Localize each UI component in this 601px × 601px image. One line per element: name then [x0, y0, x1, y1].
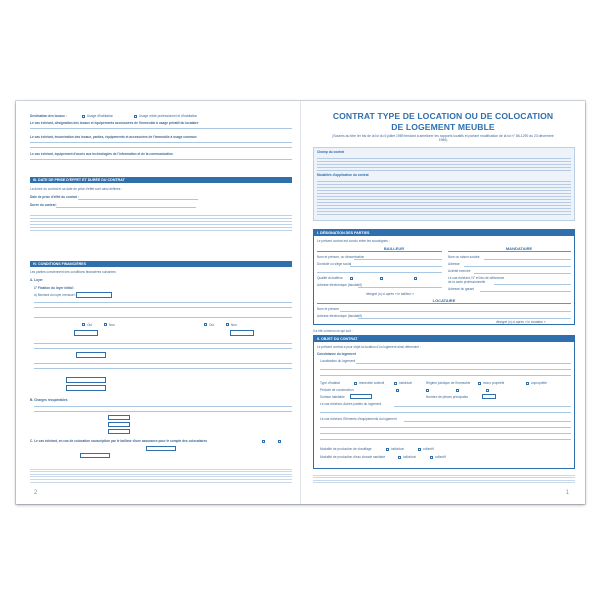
copropriete-label: copropriété	[531, 381, 547, 385]
consistance-heading: Consistance du logement	[317, 352, 356, 356]
lease-form-sheet	[16, 101, 585, 504]
locataire-nom-label: Nom et prénom	[317, 307, 339, 311]
periode-option-4[interactable]	[486, 389, 489, 392]
mandataire-carte-label-2: de la carte professionnelle	[448, 280, 486, 284]
bailleur-nom-label: Nom et prénom, ou dénomination	[317, 255, 365, 259]
objet-intro: Le présent contrat a pour objet la location d'un logement ainsi déterminé :	[317, 345, 421, 349]
mono-propriete-label: mono propriété	[483, 381, 505, 385]
surface-field[interactable]	[350, 394, 372, 399]
regime-label: Régime juridique de l'immeuble	[426, 381, 471, 385]
habitat-individuel-label: individuel	[399, 381, 413, 385]
chauffage-label: Modalité de production de chauffage	[320, 447, 372, 451]
autres-parties-label: Le cas échéant, Autres parties du logement	[320, 402, 382, 406]
localisation-field[interactable]	[356, 363, 571, 364]
locataire-email-field[interactable]	[358, 318, 571, 319]
chauffage-collectif-checkbox[interactable]	[418, 448, 421, 451]
left-footnotes	[30, 467, 292, 487]
agreed-line: Il a été convenu ce qui suit :	[313, 329, 353, 333]
localisation-label: Localisation du logement	[320, 359, 356, 363]
fill-line	[34, 406, 292, 407]
mandataire-carte-field[interactable]	[494, 284, 571, 285]
bailleur-email-field[interactable]	[358, 287, 442, 288]
assurance-montant-field[interactable]	[146, 446, 176, 451]
usage-habitation-checkbox[interactable]	[82, 115, 85, 118]
bailleur-domicile-field[interactable]	[350, 266, 442, 267]
qualite-option-1[interactable]	[350, 277, 353, 280]
fill-line	[34, 302, 292, 303]
surface-label: Surface habitable	[320, 395, 345, 399]
mono-propriete-checkbox[interactable]	[478, 382, 481, 385]
fill-line	[320, 412, 571, 413]
contract-title-line2: DE LOGEMENT MEUBLE	[391, 122, 495, 132]
mandataire-nom-label: Nom ou raison sociale	[448, 255, 480, 259]
fin-intro: Les parties conviennent des conditions financières suivantes :	[30, 270, 118, 274]
chauffage-individuel-label: individuel	[391, 447, 405, 451]
periode-label: Période de construction	[320, 388, 354, 392]
fill-line	[34, 411, 292, 412]
objet-section	[313, 335, 575, 469]
parties-section	[313, 229, 575, 325]
habitat-collectif-checkbox[interactable]	[354, 382, 357, 385]
champ-du-contrat-box	[313, 147, 575, 221]
fill-line	[317, 272, 442, 273]
oui-label-2: Oui	[209, 322, 214, 327]
charges-field-3[interactable]	[108, 429, 130, 434]
fill-line	[320, 427, 571, 428]
qualite-option-2[interactable]	[380, 277, 383, 280]
charges-heading: B. Charges récupérables	[30, 398, 68, 402]
complement-loyer-field[interactable]	[76, 352, 106, 358]
section-parties-header: I. DÉSIGNATION DES PARTIES	[314, 230, 574, 236]
habitat-collectif-label: immeuble collectif	[359, 381, 385, 385]
loyer-reference-field[interactable]	[74, 330, 98, 336]
oui-checkbox-2[interactable]	[204, 323, 207, 326]
page-number-left: 2	[34, 490, 38, 496]
equipements-field[interactable]	[404, 421, 571, 422]
equipements-label: Le cas échéant, Éléments d'équipements du logement	[320, 417, 397, 421]
champ-du-contrat-label: Champ du contrat	[317, 150, 345, 154]
contract-title-line1: CONTRAT TYPE DE LOCATION OU DE COLOCATION	[332, 111, 554, 121]
mandataire-activite-field[interactable]	[474, 273, 571, 274]
eau-individuel-label: individuel	[403, 455, 417, 459]
garant-adresse-label: Adresse du garant	[448, 287, 475, 291]
irl-field[interactable]	[66, 385, 106, 391]
locataire-nom-field[interactable]	[340, 311, 571, 312]
left-page	[16, 101, 300, 504]
bailleur-heading: BAILLEUR	[383, 246, 405, 251]
fill-line	[320, 439, 571, 440]
usage-mixte-label: Usage mixte professionnel et d'habitation	[139, 114, 198, 118]
fill-line	[34, 348, 292, 349]
assurance-fraction-field[interactable]	[80, 453, 110, 458]
assurance-oui-checkbox[interactable]	[262, 440, 265, 443]
section-date-header: III. DATE DE PRISE D'EFFET ET DURÉE DU CONTRAT	[30, 177, 292, 183]
copropriete-checkbox[interactable]	[526, 382, 529, 385]
fixation-loyer-label: 1° Fixation du loyer initial :	[34, 286, 75, 290]
qualite-option-3[interactable]	[414, 277, 417, 280]
habitat-individuel-checkbox[interactable]	[394, 382, 397, 385]
column-rule	[448, 251, 571, 252]
montant-loyer-field[interactable]	[76, 292, 112, 298]
oui-checkbox-1[interactable]	[82, 323, 85, 326]
charges-field-2[interactable]	[108, 422, 130, 427]
assurance-non-checkbox[interactable]	[278, 440, 281, 443]
non-label-1: Non	[109, 322, 115, 327]
fill-line	[34, 317, 292, 318]
destination-label: Destination des locaux :	[30, 114, 67, 118]
montant-loyer-label: a) Montant du loyer mensuel :	[34, 293, 77, 297]
eau-collectif-label: collectif	[435, 455, 446, 459]
fill-line	[30, 128, 292, 129]
oui-label-1: Oui	[87, 322, 92, 327]
periode-option-2[interactable]	[426, 389, 429, 392]
modalites-label: Modalités d'application du contrat	[317, 173, 369, 177]
usage-habitation-label: Usage d'habitation	[87, 114, 114, 118]
mandataire-heading: MANDATAIRE	[505, 246, 533, 251]
right-footnotes	[313, 473, 575, 489]
date-intro: La durée du contrat et sa date de prise d'effet sont ainsi définies :	[30, 187, 123, 191]
mandataire-carte-label: Le cas échéant, N° et lieu de délivrance	[448, 276, 505, 280]
fill-line	[320, 369, 571, 370]
section-objet-header: II. OBJET DU CONTRAT	[314, 336, 574, 342]
locaux-privatifs-label: Le cas échéant, désignation des locaux et équipements accessoires de l'immeuble à usage privatif du locataire	[30, 121, 199, 125]
loyer-majore-field[interactable]	[230, 330, 254, 336]
revision-date-field[interactable]	[66, 377, 106, 383]
contract-subtitle: (Soumis au titre Ier bis de la loi du 6 juillet 1989 tendant à améliorer les rapports locatifs et portant modification de la loi n° 86-1290 du 23 décembre 1986)	[332, 134, 554, 143]
date-notes	[30, 213, 292, 245]
locataire-heading: LOCATAIRE	[432, 298, 456, 303]
fill-line	[30, 147, 292, 148]
bailleur-email-label: Adresse électronique (facultatif)	[317, 283, 362, 287]
tic-equipment-label: Le cas échéant, équipement d'accès aux technologies de l'information et de la communication	[30, 152, 173, 156]
page-number-right: 1	[565, 490, 569, 496]
locaux-communs-label: Le cas échéant, énumération des locaux, parties, équipements et accessoires de l'immeuble à usage commun	[30, 135, 197, 139]
fill-line	[30, 142, 292, 143]
fill-line	[34, 363, 292, 364]
fill-line	[320, 433, 571, 434]
autres-parties-field[interactable]	[394, 406, 571, 407]
type-habitat-label: Type d'habitat	[320, 381, 340, 385]
mandataire-nom-field[interactable]	[484, 259, 571, 260]
fill-line	[34, 307, 292, 308]
periode-option-1[interactable]	[396, 389, 399, 392]
assurance-heading: C. Le cas échéant, en cas de colocation souscription par le bailleur d'une assurance pour le compte des colocataires	[30, 439, 208, 443]
eau-collectif-checkbox[interactable]	[430, 456, 433, 459]
date-effet-label: Date de prise d'effet du contrat :	[30, 195, 79, 199]
fill-line	[30, 159, 292, 160]
duree-label: Durée du contrat :	[30, 203, 58, 207]
non-checkbox-1[interactable]	[104, 323, 107, 326]
designe-bailleur: désigné (s) ci-après « le bailleur »	[366, 292, 414, 296]
usage-mixte-checkbox[interactable]	[134, 115, 137, 118]
column-rule	[317, 303, 571, 304]
periode-option-3[interactable]	[456, 389, 459, 392]
column-rule	[317, 251, 442, 252]
loyer-heading: A. Loyer	[30, 278, 43, 282]
designe-locataire: désigné (s) ci-après « le locataire »	[496, 320, 546, 324]
pieces-field[interactable]	[482, 394, 496, 399]
section-fin-header: IV. CONDITIONS FINANCIÈRES	[30, 261, 292, 267]
chauffage-individuel-checkbox[interactable]	[386, 448, 389, 451]
duree-field[interactable]	[56, 207, 196, 208]
mandataire-adresse-label: Adresse	[448, 262, 460, 266]
bailleur-domicile-label: Domicile ou siège social	[317, 262, 352, 266]
non-label-2: Non	[231, 322, 237, 327]
fill-line	[320, 375, 571, 376]
fill-line	[34, 368, 292, 369]
date-effet-field[interactable]	[78, 199, 198, 200]
right-page	[301, 101, 585, 504]
mandataire-activite-label: Activité exercée	[448, 269, 471, 273]
locataire-email-label: Adresse électronique (facultatif)	[317, 314, 362, 318]
fill-line	[34, 343, 292, 344]
bailleur-qualite-label: Qualité du bailleur	[317, 276, 343, 280]
eau-chaude-label: Modalité de production d'eau chaude sanitaire	[320, 455, 386, 459]
charges-field-1[interactable]	[108, 415, 130, 420]
non-checkbox-2[interactable]	[226, 323, 229, 326]
parties-intro: Le présent contrat est conclu entre les soussignés :	[317, 239, 390, 243]
mandataire-adresse-field[interactable]	[464, 266, 571, 267]
pieces-label: Nombre de pièces principales	[426, 395, 468, 399]
bailleur-nom-field[interactable]	[354, 259, 442, 260]
garant-adresse-field[interactable]	[480, 291, 571, 292]
chauffage-collectif-label: collectif	[423, 447, 434, 451]
eau-individuel-checkbox[interactable]	[398, 456, 401, 459]
